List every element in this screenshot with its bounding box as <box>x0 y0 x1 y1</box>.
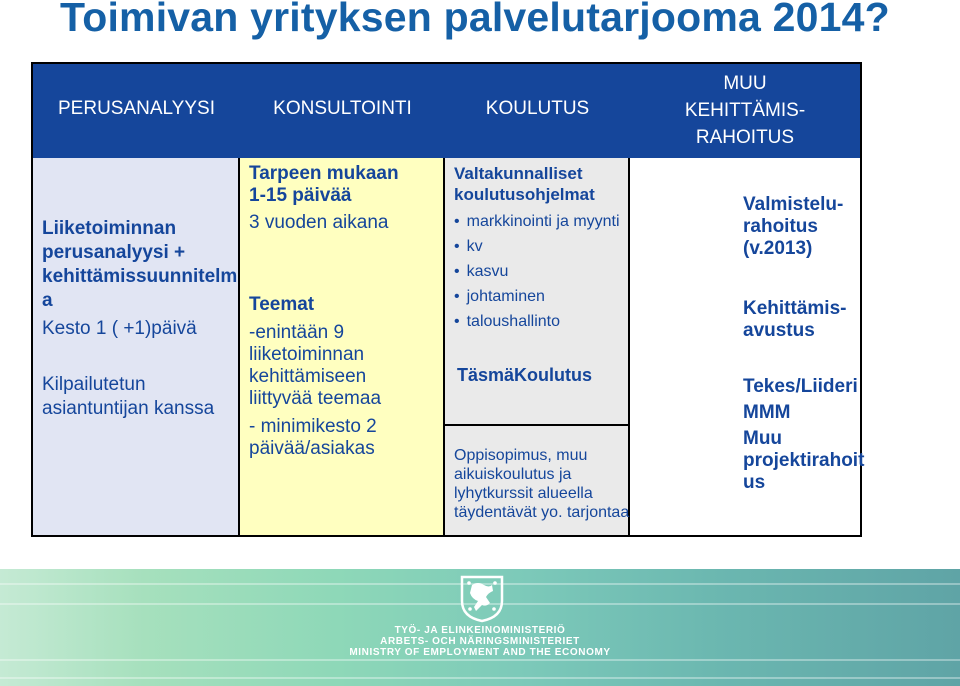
cell-text: Valtakunnalliset <box>454 164 583 183</box>
header-muu-rahoitus <box>630 70 860 151</box>
list-item: • taloushallinto <box>454 312 560 332</box>
header-line: RAHOITUS <box>695 127 795 148</box>
cell-text: Oppisopimus, muu <box>454 447 588 464</box>
column-perusanalyysi <box>33 158 240 535</box>
service-table <box>31 62 865 537</box>
cell-text: asiantuntijan kanssa <box>42 398 215 419</box>
cell-text: perusanalyysi + <box>42 242 186 263</box>
cell-text: us <box>743 472 766 493</box>
header-line: KEHITTÄMIS- <box>684 100 806 121</box>
cell-text: avustus <box>743 320 815 341</box>
decorative-stripe <box>0 677 960 679</box>
header-perusanalyysi: PERUSANALYYSI <box>58 98 215 119</box>
ministry-name-en: MINISTRY OF EMPLOYMENT AND THE ECONOMY <box>349 647 611 658</box>
lion-coat-of-arms-icon <box>458 573 506 623</box>
cell-text: Kesto 1 ( +1)päivä <box>42 318 197 339</box>
cell-text: aikuiskoulutus ja <box>454 466 572 483</box>
cell-text: 1-15 päivää <box>249 185 352 206</box>
ministry-name-sv: ARBETS- OCH NÄRINGSMINISTERIET <box>380 636 580 647</box>
list-item: • kv <box>454 237 483 257</box>
cell-text: Liiketoiminnan <box>42 218 177 239</box>
cell-text: Valmistelu- <box>743 194 844 215</box>
cell-text: Tekes/Liideri <box>743 376 858 397</box>
decorative-stripe <box>0 659 960 661</box>
header-line: MUU <box>723 73 767 94</box>
list-item: • johtaminen <box>454 287 545 307</box>
cell-text: projektirahoit <box>743 450 865 471</box>
cell-text: liittyvää teemaa <box>249 388 382 409</box>
column-koulutus <box>445 158 630 535</box>
cell-text: Tarpeen mukaan <box>249 163 399 184</box>
cell-text: päivää/asiakas <box>249 438 375 459</box>
column-muu-rahoitus <box>630 158 865 535</box>
cell-text: MMM <box>743 402 791 423</box>
table-header <box>33 64 860 158</box>
column-konsultointi <box>240 158 445 535</box>
header-konsultointi: KONSULTOINTI <box>273 98 412 119</box>
cell-text: (v.2013) <box>743 238 813 259</box>
page-title: Toimivan yrityksen palvelutarjooma 2014? <box>60 0 890 40</box>
cell-text: -enintään 9 <box>249 322 345 343</box>
list-item: • kasvu <box>454 262 508 282</box>
cell-text: Kehittämis- <box>743 298 847 319</box>
list-item: • markkinointi ja myynti <box>454 212 620 232</box>
cell-text: - minimikesto 2 <box>249 416 377 437</box>
cell-text: koulutusohjelmat <box>454 185 595 204</box>
cell-text: kehittämiseen <box>249 366 367 387</box>
cell-text: rahoitus <box>743 216 818 237</box>
cell-text: Kilpailutetun <box>42 374 146 395</box>
header-koulutus: KOULUTUS <box>485 98 590 119</box>
cell-text: liiketoiminnan <box>249 344 365 365</box>
cell-text: lyhytkurssit alueella <box>454 485 593 502</box>
cell-text: Teemat <box>249 294 315 315</box>
cell-text: täydentävät yo. tarjontaa <box>454 504 630 521</box>
divider <box>445 424 628 426</box>
ministry-name-fi: TYÖ- JA ELINKEINOMINISTERIÖ <box>394 625 566 636</box>
cell-text: TäsmäKoulutus <box>457 365 593 385</box>
cell-text: Muu <box>743 428 783 449</box>
cell-text: 3 vuoden aikana <box>249 212 389 233</box>
cell-text: kehittämissuunnitelm <box>42 266 238 287</box>
cell-text: a <box>42 290 53 311</box>
